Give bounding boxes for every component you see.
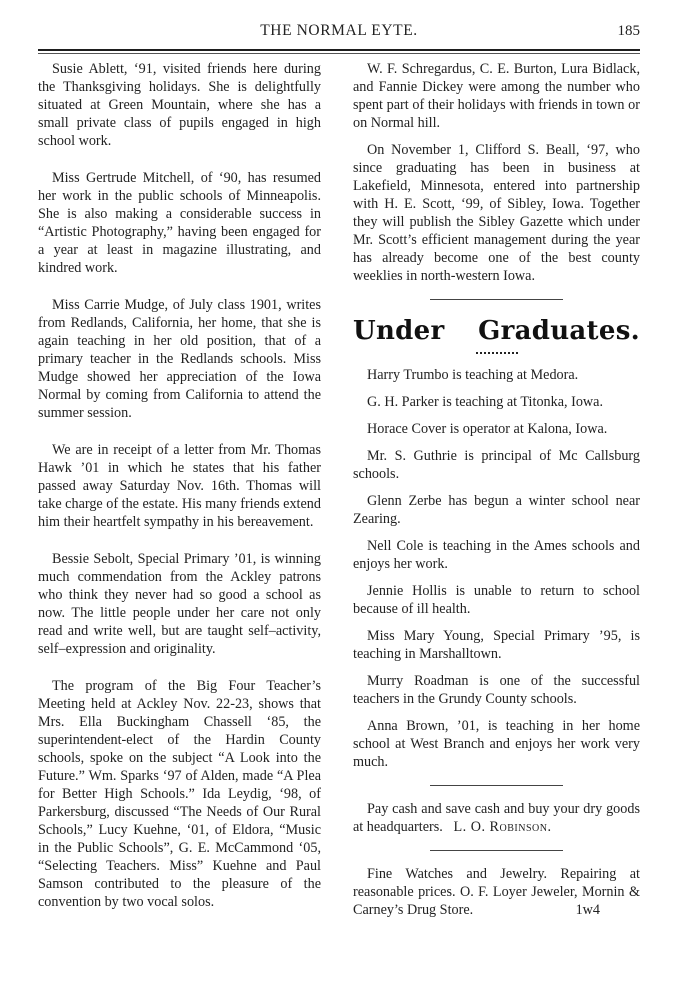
dotted-ornament	[476, 352, 518, 354]
undergrad-item: Mr. S. Guthrie is principal of Mc Callsburg schools.	[353, 448, 640, 482]
news-item-ablett: Susie Ablett, ‘91, visited friends here during the Thanksgiving holidays. She is delightfully situated at Green Mountain, where she has a small private class of pupils engaged in high school work.	[38, 61, 321, 149]
ad-text: Fine Watches and Jewelry. Repairing at reasonable prices. O. F. Loyer Jeweler, Mornin & Carney’s Drug Store.	[353, 866, 640, 918]
undergrad-item: Nell Cole is teaching in the Ames schools and enjoys her work.	[353, 538, 640, 572]
page-header	[38, 22, 640, 48]
news-item-hawk: We are in receipt of a letter from Mr. Thomas Hawk ’01 in which he states that his father passed away Saturday Nov. 16th. Thomas will take charge of the estate. His many friends extend him their heartfelt sympathy in his bereavement.	[38, 442, 321, 530]
section-heading-word: Graduates.	[478, 316, 640, 346]
ad-text: Pay cash and save cash and buy your dry goods at headquarters.	[353, 801, 640, 835]
ad-code: 1w4	[575, 902, 600, 918]
right-column	[353, 60, 640, 928]
page-number: 185	[617, 23, 640, 39]
advertisement-loyer	[353, 865, 640, 919]
undergrad-item: Glenn Zerbe has begun a winter school near Zearing.	[353, 493, 640, 527]
ad-divider	[430, 850, 563, 851]
undergrad-item: Murry Roadman is one of the successful teachers in the Grundy County schools.	[353, 673, 640, 707]
section-heading-under-graduates	[353, 314, 640, 348]
news-item-big-four-meeting: The program of the Big Four Teacher’s Meeting held at Ackley Nov. 22-23, shows that Mrs. Ella Buckingham Chassell ‘85, the superintendent-elect of the Hardin County schools, spoke on the subject “A Look into the Future.” Wm. Sparks ‘97 of Alden, made “A Plea for Better High Schools.” Ida Leydig, ‘98, of Parkersburg, discussed “The Needs of Our Rural Schools,” Lucy Kuehne, ‘01, of Eldora, “Music in the Public Schools”, G. E. McCammond ‘05, “Selecting Teachers. Miss” Kuehne and Paul Samson contributed to the pleasure of the convention by two vocal solos.	[38, 678, 321, 910]
undergrad-item: Harry Trumbo is teaching at Medora.	[367, 367, 579, 383]
header-rule-thick	[38, 49, 640, 51]
news-item-beall: On November 1, Clifford S. Beall, ‘97, who since graduating has been in business at Lakefield, Minnesota, entered into partnership with H. E. Scott, ‘99, of Sibley, Iowa. Together they will publish the Sibley Gazette which under Mr. Scott’s efficient management during the year has already become one of the best county weeklies in north-western Iowa.	[353, 142, 640, 284]
left-column	[38, 60, 321, 930]
header-rule-thin	[38, 53, 640, 54]
publication-title: THE NORMAL EYTE.	[260, 22, 418, 39]
section-divider	[430, 299, 563, 300]
undergrad-item: Anna Brown, ’01, is teaching in her home school at West Branch and enjoys her work very much.	[353, 718, 640, 770]
news-item-sebolt: Bessie Sebolt, Special Primary ’01, is winning much commendation from the Ackley patrons who think they never had so good a school as now. The little people under her care not only read and write well, but are taught self–activity, self–expression and originality.	[38, 551, 321, 657]
news-item-mudge: Miss Carrie Mudge, of July class 1901, writes from Redlands, California, her home, that she is again teaching in her old position, that of a primary teacher in the Redlands schools. Miss Mudge showed her appreciation of the Iowa Normal by coming from California to attend the summer session.	[38, 297, 321, 421]
ad-divider	[430, 785, 563, 786]
undergrad-item: Jennie Hollis is unable to return to school because of ill health.	[353, 583, 640, 617]
undergrad-item: Miss Mary Young, Special Primary ’95, is teaching in Marshalltown.	[353, 628, 640, 662]
undergrad-item: Horace Cover is operator at Kalona, Iowa.	[367, 421, 608, 437]
advertisement-robinson	[353, 800, 640, 836]
news-item-mitchell: Miss Gertrude Mitchell, of ‘90, has resumed her work in the public schools of Minneapolis. She is also making a considerable success in “Artistic Photography,” having been engaged for a year at least in magazine illustrating, and kindred work.	[38, 170, 321, 276]
section-heading-word: Under	[353, 316, 445, 346]
news-item-schregardus: W. F. Schregardus, C. E. Burton, Lura Bidlack, and Fannie Dickey were among the number who spent part of their holidays with friends in town or on Normal hill.	[353, 61, 640, 131]
undergrad-item: G. H. Parker is teaching at Titonka, Iowa.	[367, 394, 604, 410]
ad-signature: L. O. Robinson.	[453, 819, 552, 835]
